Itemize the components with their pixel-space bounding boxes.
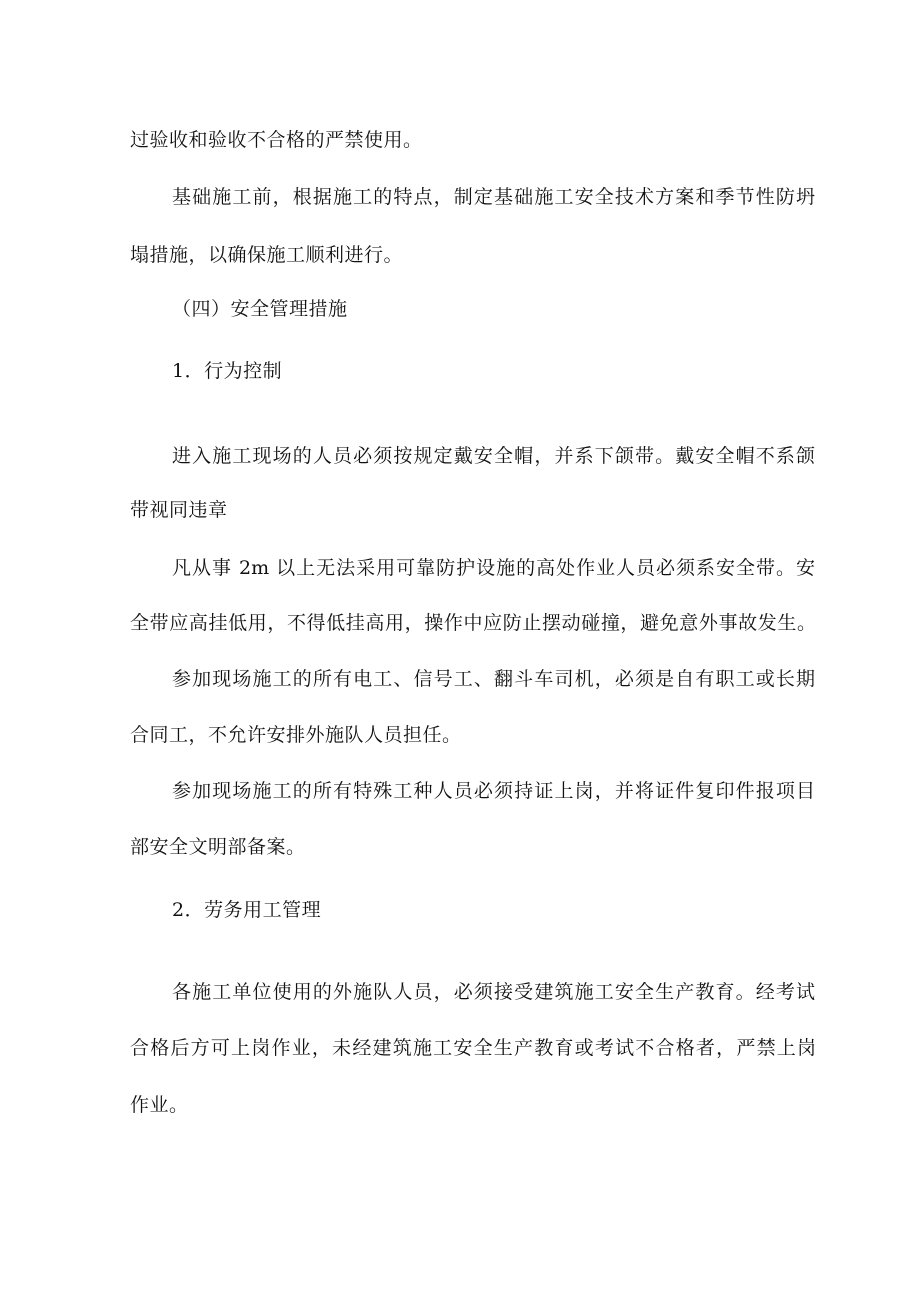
text-line: 参加现场施工的所有特殊工种人员必须持证上岗，并将证件复印件报项目 (172, 780, 815, 802)
text-line: 合格后方可上岗作业，未经建筑施工安全生产教育或考试不合格者，严禁上岗 (130, 1037, 816, 1059)
text-line: 各施工单位使用的外施队人员，必须接受建筑施工安全生产教育。经考试 (172, 981, 815, 1003)
text-line: 凡从事 2m 以上无法采用可靠防护设施的高处作业人员必须系安全带。安 (172, 557, 815, 579)
text-line: 参加现场施工的所有电工、信号工、翻斗车司机，必须是自有职工或长期 (172, 668, 815, 690)
subsection-heading: 2．劳务用工管理 (172, 899, 322, 921)
text-line: 作业。 (130, 1094, 189, 1116)
text-line: 塌措施，以确保施工顺利进行。 (130, 244, 404, 266)
text-line: 带视同违章 (130, 499, 228, 521)
text-line: 过验收和验收不合格的严禁使用。 (130, 129, 423, 151)
section-heading: （四）安全管理措施 (172, 298, 348, 320)
text-line: 全带应高挂低用，不得低挂高用，操作中应防止摆动碰撞，避免意外事故发生。 (130, 612, 816, 634)
text-line: 部安全文明部备案。 (130, 836, 306, 858)
text-line: 进入施工现场的人员必须按规定戴安全帽，并系下颌带。戴安全帽不系颌 (172, 445, 815, 467)
text-line: 基础施工前，根据施工的特点，制定基础施工安全技术方案和季节性防坍 (172, 186, 815, 208)
subsection-heading: 1．行为控制 (172, 360, 283, 382)
text-line: 合同工，不允许安排外施队人员担任。 (130, 724, 462, 746)
